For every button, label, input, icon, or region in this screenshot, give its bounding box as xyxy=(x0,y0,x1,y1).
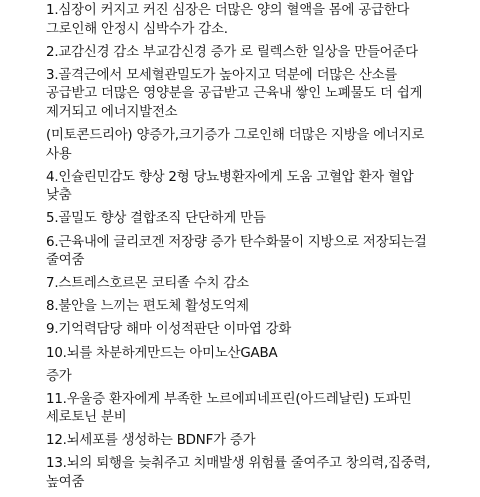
note-line-2: 2.교감신경 감소 부교감신경 증가 로 릴렉스한 일상을 만들어준다 xyxy=(46,44,418,60)
note-line-13: 13.뇌의 퇴행을 늦춰주고 치매발생 위험률 줄여주고 창의력,집중력,높여줌 xyxy=(46,456,431,491)
note-line-5: 5.골밀도 향상 결합조직 단단하게 만듬 xyxy=(46,211,266,227)
note-line-3-continued: (미토콘드리아) 양증가,크기증가 그로인해 더많은 지방을 에너지로 사용 xyxy=(46,128,425,162)
note-line-4: 4.인슐린민감도 향상 2형 당뇨병환자에게 도움 고혈압 환자 혈압 낮춤 xyxy=(46,169,414,204)
note-line-9: 9.기억력담당 해마 이성적판단 이마엽 강화 xyxy=(46,322,292,338)
note-line-12: 12.뇌세포를 생성하는 BDNF가 증가 xyxy=(46,433,256,449)
note-line-8: 8.불안을 느끼는 편도체 활성도억제 xyxy=(46,299,249,315)
note-text-body xyxy=(46,2,432,497)
note-line-1: 1.심장이 커지고 커진 심장은 더많은 양의 혈액을 몸에 공급한다 그로인해 안정시 심박수가 감소. xyxy=(46,3,410,37)
note-line-6: 6.근육내에 글리코겐 저장량 증가 탄수화물이 지방으로 저장되는걸 줄여줌 xyxy=(46,234,427,269)
note-line-3: 3.골격근에서 모세혈관밀도가 높아지고 덕분에 더많은 산소를 공급받고 더많은 영양분을 공급받고 근육내 쌓인 노폐물도 더 쉽게 제거되고 에너지발전소 xyxy=(46,67,423,120)
note-line-10: 10.뇌를 차분하게만드는 아미노산GABA xyxy=(46,345,278,361)
note-line-11: 11.우울증 환자에게 부족한 노르에피네프린(아드레날린) 도파민 세로토닌 분비 xyxy=(46,391,412,426)
note-line-7: 7.스트레스호르몬 코티졸 수치 감소 xyxy=(46,276,249,292)
note-line-10-continued: 증가 xyxy=(46,368,72,384)
